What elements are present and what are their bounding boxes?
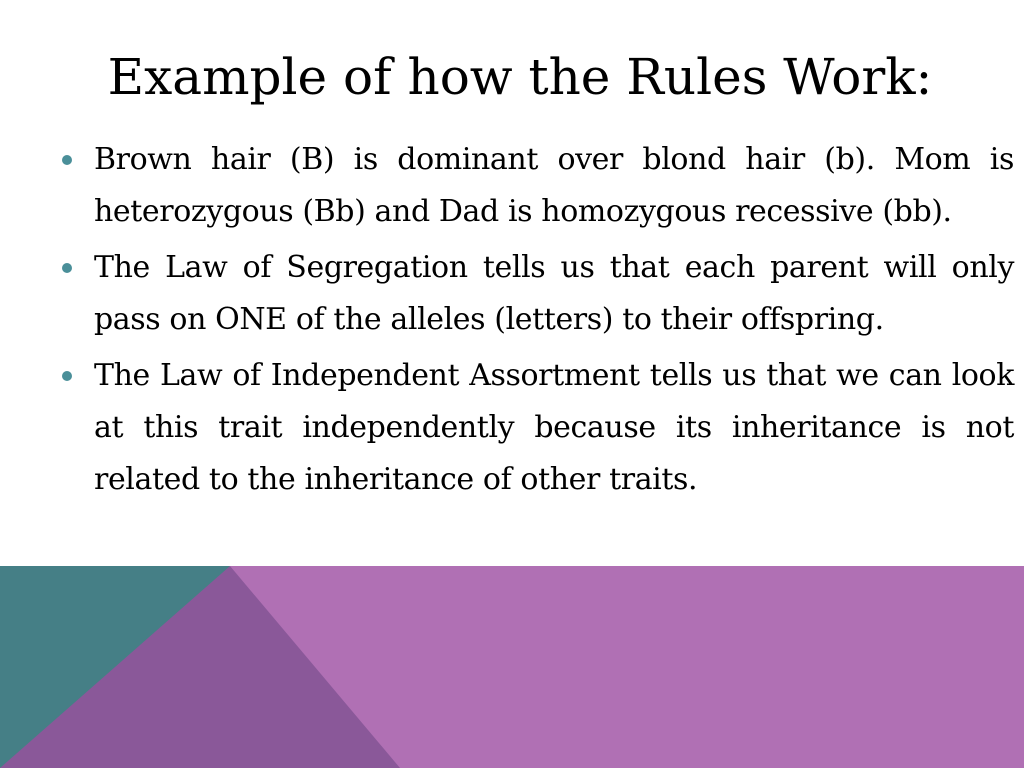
bullet-dot-icon bbox=[62, 371, 72, 381]
bullet-item bbox=[62, 134, 1014, 238]
bullet-text: The Law of Independent Assortment tells us that we can look at this trait independently because its inheritance is not related to the inheritance of other traits. bbox=[94, 358, 1014, 497]
bullet-text: The Law of Segregation tells us that each parent will only pass on ONE of the alleles (letters) to their offspring. bbox=[94, 250, 1014, 337]
slide-title: Example of how the Rules Work: bbox=[107, 48, 933, 106]
bullet-dot-icon bbox=[62, 263, 72, 273]
bullet-item bbox=[62, 350, 1014, 506]
bullet-dot-icon bbox=[62, 155, 72, 165]
bullet-item bbox=[62, 242, 1014, 346]
bullet-text: Brown hair (B) is dominant over blond hair (b). Mom is heterozygous (Bb) and Dad is homozygous recessive (bb). bbox=[94, 142, 1014, 229]
bullet-list bbox=[62, 134, 1014, 510]
decorative-footer-band bbox=[0, 566, 1024, 768]
